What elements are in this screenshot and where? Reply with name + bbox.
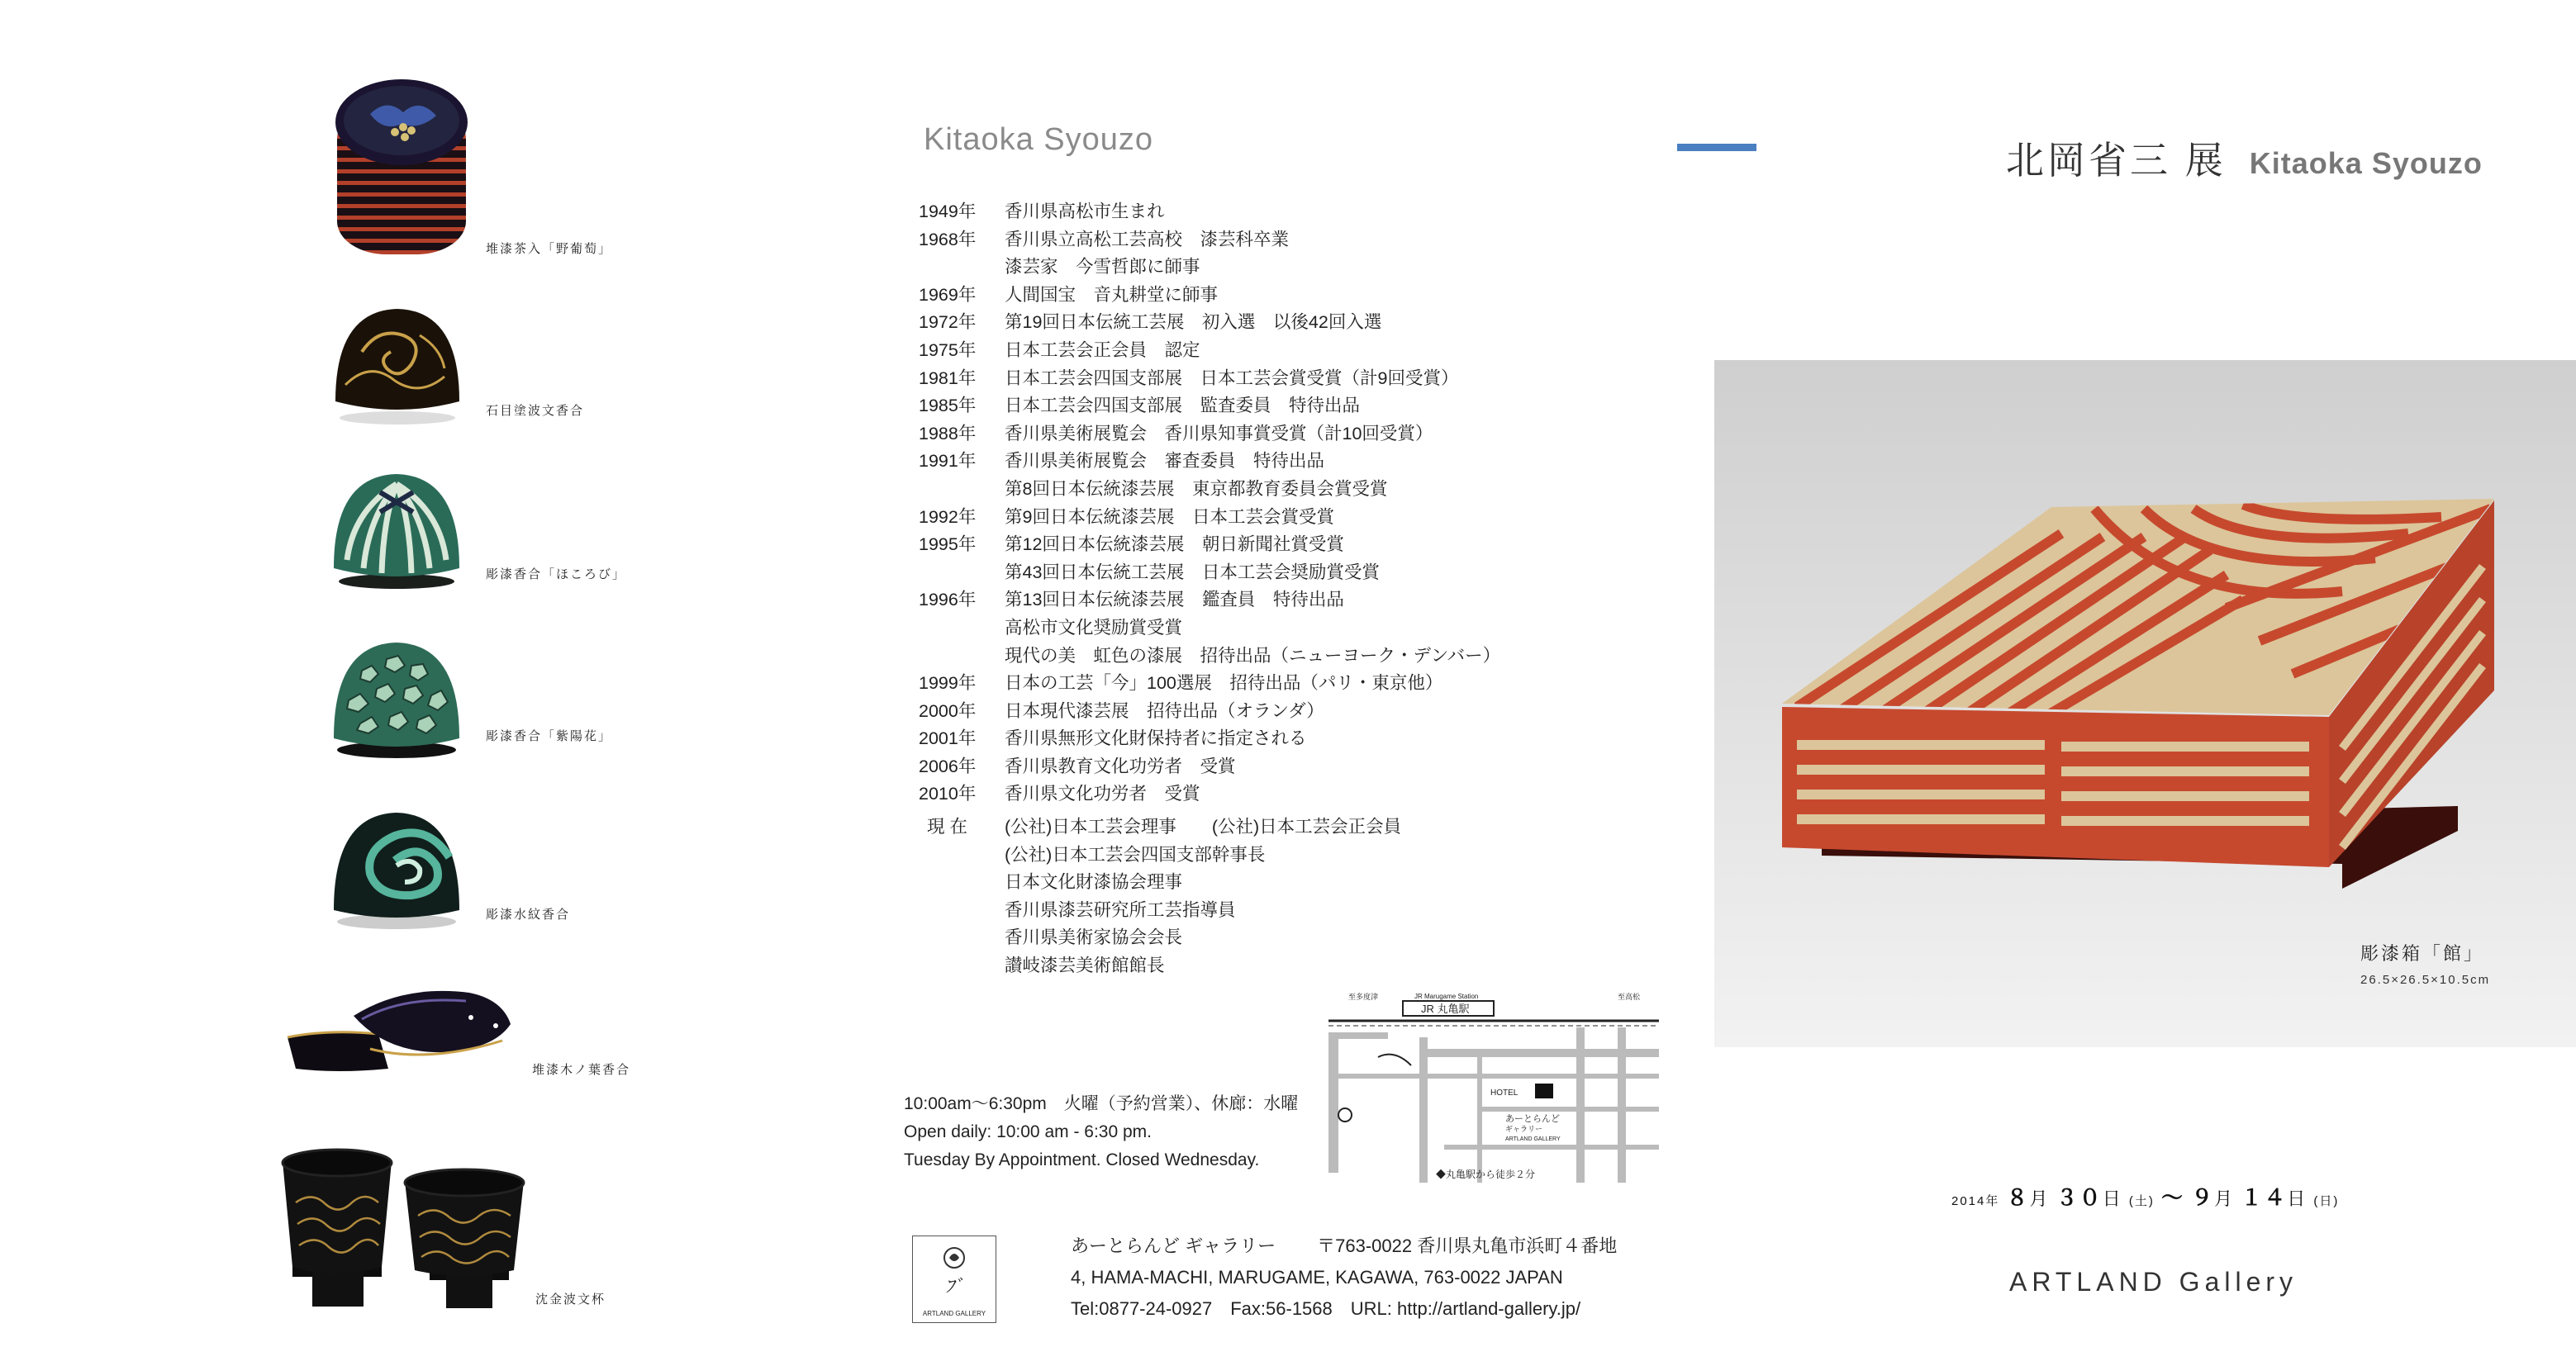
bio-year: 1995年 [919, 534, 977, 555]
bio-entry [919, 643, 1547, 671]
bio-entry [919, 780, 1547, 809]
postal-address-en: 4, HAMA-MACHI, MARUGAME, KAGAWA, 763-0022 JAPAN [1071, 1267, 1563, 1288]
gallery-logo [912, 1236, 996, 1323]
bio-event: 高松市文化奨励賞受賞 [1005, 617, 1183, 638]
hydrangea-incense-box-image [329, 638, 464, 760]
bio-year: 2001年 [919, 728, 977, 749]
current-row [919, 813, 1547, 842]
photo-dimensions: 26.5×26.5×10.5cm [2360, 973, 2491, 987]
current-row [919, 842, 1547, 870]
bio-entry [919, 531, 1547, 559]
map-label-right: 至高松 [1618, 993, 1641, 1001]
bio-event: 現代の美 虹色の漆展 招待出品（ニューヨーク・デンバー） [1005, 645, 1501, 666]
bio-event: 日本工芸会四国支部展 日本工芸会賞受賞（計9回受賞） [1005, 368, 1459, 388]
bio-year: 1992年 [919, 506, 977, 527]
work-caption: 石目塗波文香合 [486, 404, 585, 418]
bio-entry [919, 420, 1547, 448]
work-caption: 彫漆香合「ほころび」 [486, 567, 627, 581]
bio-event: 第43回日本伝統工芸展 日本工芸会奨励賞受賞 [1005, 562, 1380, 582]
bio-entry [919, 365, 1547, 393]
bio-event: 人間国宝 音丸耕堂に師事 [1005, 284, 1219, 305]
bio-year: 1949年 [919, 202, 977, 221]
bio-event: 香川県文化功労者 受賞 [1005, 784, 1200, 804]
map-hotel: HOTEL [1490, 1089, 1519, 1098]
svg-text:ﾌﾞ: ﾌﾞ [944, 1277, 964, 1297]
bio-entry [919, 698, 1547, 726]
date-start-day: ３０ [2056, 1185, 2103, 1210]
date-gatsu: 月 [2214, 1188, 2235, 1209]
water-ripple-incense-box-image [329, 808, 464, 932]
bio-year: 1972年 [919, 312, 977, 333]
bio-entry [919, 614, 1547, 643]
hours-jp: 10:00am〜6:30pm 火曜（予約営業）、休廊：水曜 [904, 1094, 1299, 1113]
bio-event: 香川県美術展覧会 審査委員 特待出品 [1005, 451, 1325, 472]
bio-event: 香川県教育文化功労者 受賞 [1005, 756, 1236, 776]
bio-entry [919, 504, 1547, 532]
map-station-jp: JR 丸亀駅 [1421, 1003, 1470, 1015]
date-nichi: 日 [2102, 1188, 2122, 1209]
bio-event: 日本現代漆芸展 招待出品（オランダ） [1005, 700, 1324, 721]
contact-info: Tel:0877-24-0927 Fax:56-1568 URL: http://artland-gallery.jp/ [1071, 1298, 1581, 1319]
bio-year: 1975年 [919, 339, 977, 360]
leaf-incense-box-image [279, 983, 516, 1082]
exhibition-title [2006, 130, 2483, 185]
date-end-month: ９ [2191, 1185, 2215, 1210]
bio-year: 1991年 [919, 451, 977, 472]
bio-event: 第13回日本伝統漆芸展 鑑査員 特待出品 [1005, 590, 1344, 610]
bio-year: 1981年 [919, 368, 977, 388]
bio-event: 香川県無形文化財保持者に指定される [1005, 728, 1307, 749]
bio-year [919, 559, 1005, 587]
bio-event: 第19回日本伝統工芸展 初入選 以後42回入選 [1005, 312, 1382, 333]
biography-list [919, 198, 1547, 809]
gallery-address [1071, 1231, 1617, 1325]
access-map [1328, 991, 1659, 1183]
bio-event: 日本の工芸「今」100選展 招待出品（パリ・東京他） [1005, 673, 1443, 694]
logo-text: ARTLAND GALLERY [922, 1310, 986, 1317]
bio-year: 1969年 [919, 284, 977, 305]
current-position: 日本文化財漆協会理事 [1005, 872, 1183, 893]
date-gatsu: 月 [2029, 1188, 2050, 1209]
bio-event: 漆芸家 今雪哲郎に師事 [1005, 257, 1200, 277]
date-nen: 年 [1985, 1194, 2000, 1208]
current-position: (公社)日本工芸会理事 (公社)日本工芸会正会員 [1005, 817, 1402, 837]
current-row [919, 869, 1547, 897]
bio-year [919, 614, 1005, 643]
bio-year [919, 254, 1005, 282]
work-caption: 沈金波文杯 [535, 1292, 606, 1307]
date-year: 2014 [1951, 1194, 1986, 1208]
map-gallery-jp2: ギャラリー [1505, 1125, 1543, 1133]
exhibition-dates [1951, 1181, 2339, 1212]
current-row [919, 897, 1547, 925]
bio-year: 1985年 [919, 396, 977, 416]
bio-event: 第12回日本伝統漆芸展 朝日新聞社賞受賞 [1005, 534, 1344, 555]
current-row [919, 924, 1547, 952]
hours-en-1: Open daily: 10:00 am - 6:30 pm. [904, 1122, 1152, 1141]
hokorobi-incense-box-image [329, 469, 464, 591]
bio-entry [919, 226, 1547, 254]
date-end-dow: (日) [2313, 1194, 2340, 1208]
gallery-name-jp: あーとらんど ギャラリー [1071, 1236, 1276, 1256]
bio-year: 2006年 [919, 756, 977, 776]
work-caption: 彫漆水紋香合 [486, 908, 571, 922]
bio-entry [919, 392, 1547, 420]
bio-year: 1968年 [919, 229, 977, 249]
bio-entry [919, 254, 1547, 282]
title-en: Kitaoka Syouzo [2249, 146, 2483, 180]
current-position: (公社)日本工芸会四国支部幹事長 [1005, 844, 1266, 865]
bio-event: 第9回日本伝統漆芸展 日本工芸会賞受賞 [1005, 506, 1334, 527]
gold-wave-cups-image [276, 1145, 534, 1311]
map-gallery-en: ARTLAND GALLERY [1505, 1136, 1561, 1142]
date-start-month: ８ [2006, 1185, 2030, 1210]
bio-entry [919, 309, 1547, 337]
bio-entry [919, 448, 1547, 476]
current-position: 讃岐漆芸美術館館長 [1005, 955, 1165, 975]
opening-hours [904, 1090, 1298, 1174]
current-row [919, 952, 1547, 980]
date-separator: 〜 [2160, 1185, 2184, 1210]
bio-event: 日本工芸会正会員 認定 [1005, 339, 1200, 360]
work-caption: 彫漆香合「紫陽花」 [486, 729, 613, 743]
current-label: 現 在 [927, 817, 967, 837]
work-caption: 堆漆木ノ葉香合 [532, 1063, 631, 1077]
bio-entry [919, 282, 1547, 310]
photo-caption: 彫漆箱「館」 [2360, 943, 2485, 964]
bio-year: 1999年 [919, 673, 977, 694]
date-nichi: 日 [2287, 1188, 2307, 1209]
bio-event: 香川県美術展覧会 香川県知事賞受賞（計10回受賞） [1005, 423, 1433, 443]
date-start-dow: (土) [2128, 1194, 2155, 1208]
title-jp: 北岡省三 展 [2006, 139, 2227, 182]
bio-entry [919, 559, 1547, 587]
map-walk-note: ◆丸亀駅から徒歩２分 [1436, 1169, 1536, 1180]
artist-name-en: Kitaoka Syouzo [924, 122, 1154, 157]
bio-entry [919, 198, 1547, 226]
postal-address-jp: 〒763-0022 香川県丸亀市浜町４番地 [1317, 1236, 1618, 1256]
lacquer-tea-caddy-image [329, 73, 474, 268]
map-station-en: JR Marugame Station [1414, 993, 1479, 1000]
accent-line [1677, 144, 1756, 151]
bio-year: 2010年 [919, 784, 977, 804]
bio-entry [919, 337, 1547, 365]
bio-entry [919, 586, 1547, 614]
bio-year [919, 643, 1005, 671]
bio-event: 香川県高松市生まれ [1005, 202, 1165, 221]
bio-year: 1996年 [919, 590, 977, 610]
work-caption: 堆漆茶入「野葡萄」 [486, 242, 613, 256]
current-position: 香川県美術家協会会長 [1005, 927, 1183, 948]
bio-event: 第8回日本伝統漆芸展 東京都教育委員会賞受賞 [1005, 478, 1388, 499]
gallery-name: ARTLAND Gallery [2009, 1267, 2298, 1297]
bio-year: 2000年 [919, 700, 977, 721]
date-end-day: １４ [2241, 1185, 2288, 1210]
bio-event: 日本工芸会四国支部展 監査委員 特待出品 [1005, 396, 1361, 416]
bio-entry [919, 753, 1547, 781]
hours-en-2: Tuesday By Appointment. Closed Wednesday. [904, 1150, 1260, 1169]
bio-event: 香川県立高松工芸高校 漆芸科卒業 [1005, 229, 1290, 249]
bio-year [919, 476, 1005, 504]
bio-entry [919, 476, 1547, 504]
map-gallery-jp: あーとらんど [1505, 1114, 1560, 1124]
current-positions [919, 813, 1547, 980]
wave-pattern-incense-box-image [329, 302, 466, 426]
current-position: 香川県漆芸研究所工芸指導員 [1005, 899, 1236, 920]
bio-entry [919, 725, 1547, 753]
bio-entry [919, 670, 1547, 698]
map-label-left: 至多度津 [1348, 993, 1379, 1001]
bio-year: 1988年 [919, 423, 977, 443]
